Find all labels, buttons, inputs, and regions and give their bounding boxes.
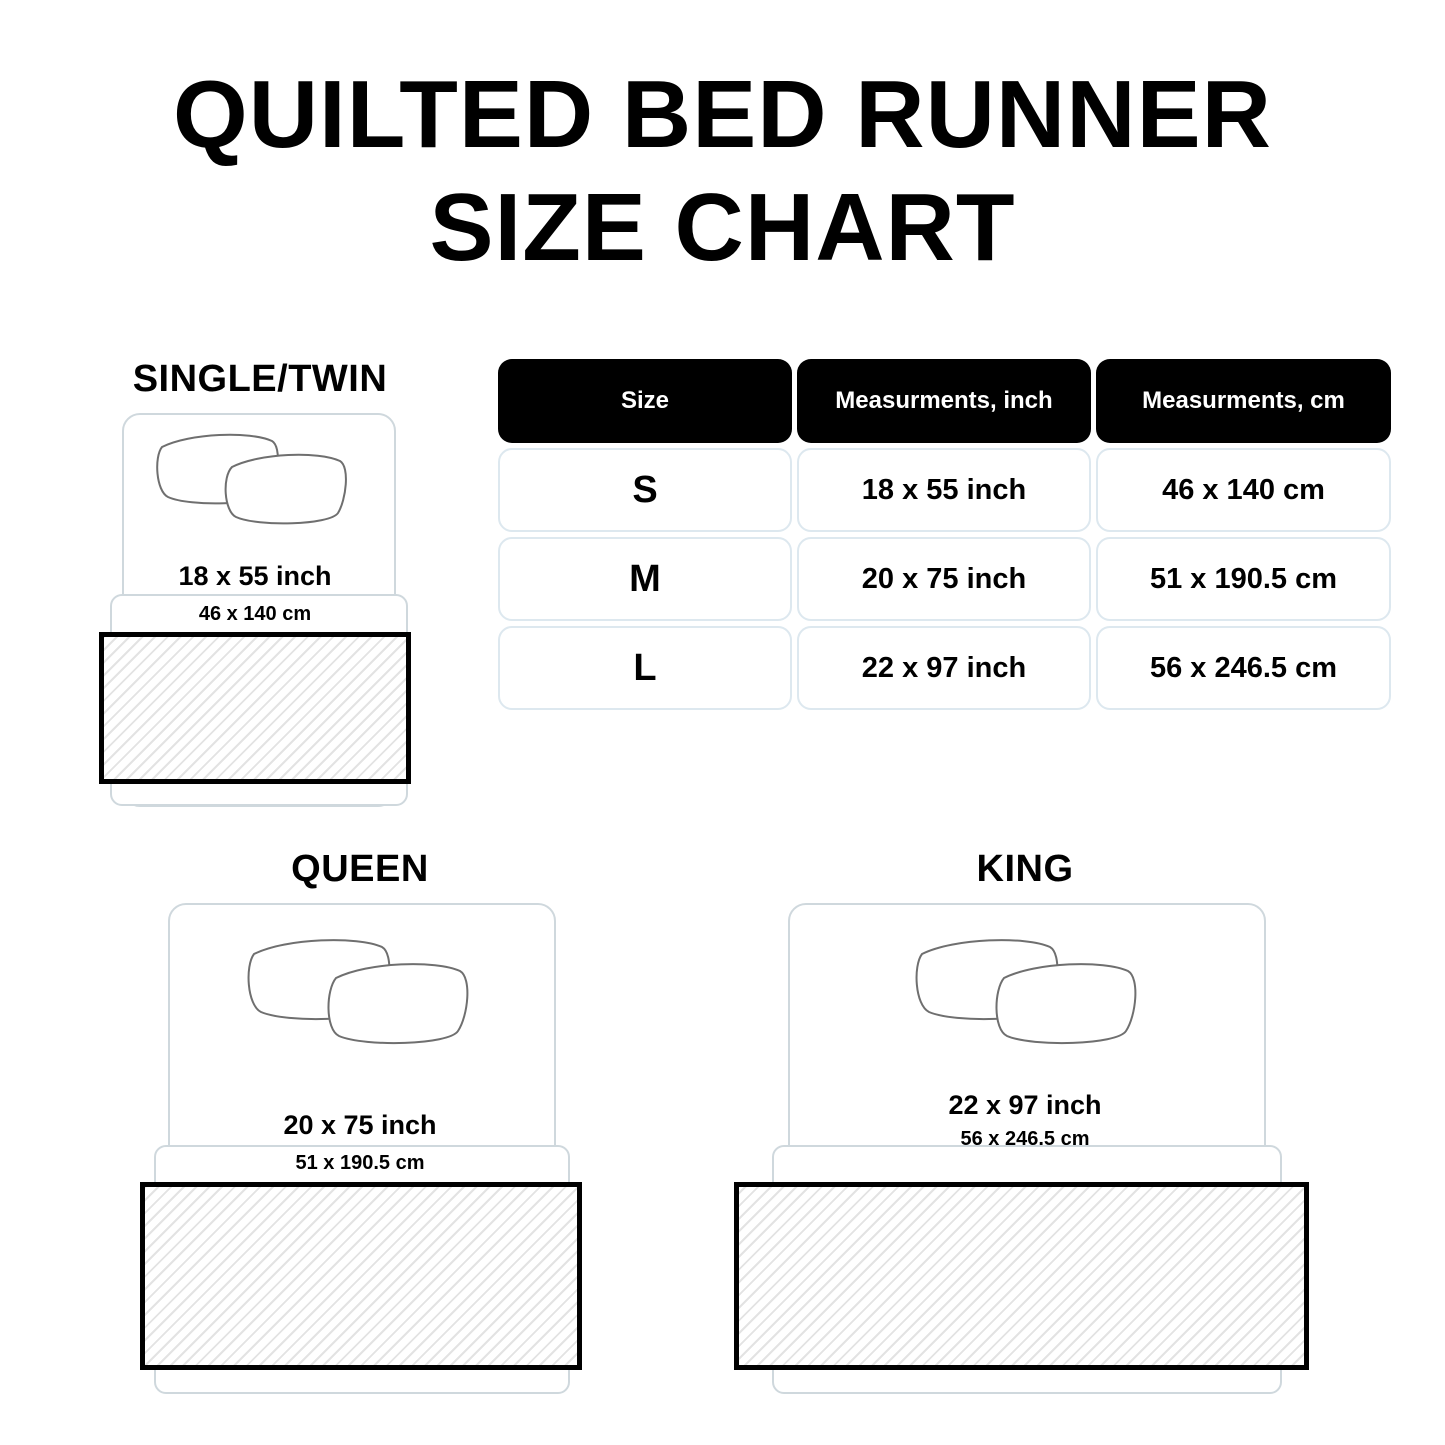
header-cell-cm: Measurments, cm <box>1096 359 1391 443</box>
header-cell-size: Size <box>498 359 792 443</box>
cell-size-m: M <box>498 537 792 621</box>
table-row <box>498 626 1396 710</box>
cell-inch-l: 22 x 97 inch <box>797 626 1091 710</box>
bed-label-single-twin: SINGLE/TWIN <box>132 358 388 400</box>
title-line-1: QUILTED BED RUNNER <box>173 61 1272 168</box>
bed-runner-king <box>734 1182 1309 1370</box>
table-row <box>498 448 1396 532</box>
cell-cm-l: 56 x 246.5 cm <box>1096 626 1391 710</box>
dimension-inch-queen: 20 x 75 inch <box>283 1110 437 1140</box>
pillow-icon <box>150 425 360 540</box>
cell-size-l: L <box>498 626 792 710</box>
title-line-2: SIZE CHART <box>429 174 1016 282</box>
table-row <box>498 537 1396 621</box>
bed-label-queen: QUEEN <box>291 848 429 890</box>
dimension-inch-single-twin: 18 x 55 inch <box>178 561 332 591</box>
cell-inch-s: 18 x 55 inch <box>797 448 1091 532</box>
pillow-icon <box>908 928 1153 1063</box>
dimension-cm-single-twin: 46 x 140 cm <box>198 603 312 625</box>
bed-runner-queen <box>140 1182 582 1370</box>
table-header-row <box>498 359 1396 443</box>
pillow-icon <box>240 928 485 1063</box>
dimension-inch-king: 22 x 97 inch <box>948 1090 1102 1120</box>
measurements-table <box>498 359 1396 715</box>
cell-inch-m: 20 x 75 inch <box>797 537 1091 621</box>
bed-label-king: KING <box>976 848 1074 890</box>
bed-runner-single-twin <box>99 632 411 784</box>
cell-size-s: S <box>498 448 792 532</box>
header-cell-inch: Measurments, inch <box>797 359 1091 443</box>
cell-cm-s: 46 x 140 cm <box>1096 448 1391 532</box>
dimension-cm-king: 56 x 246.5 cm <box>960 1128 1090 1150</box>
cell-cm-m: 51 x 190.5 cm <box>1096 537 1391 621</box>
dimension-cm-queen: 51 x 190.5 cm <box>295 1152 425 1174</box>
page-title <box>0 58 1445 285</box>
